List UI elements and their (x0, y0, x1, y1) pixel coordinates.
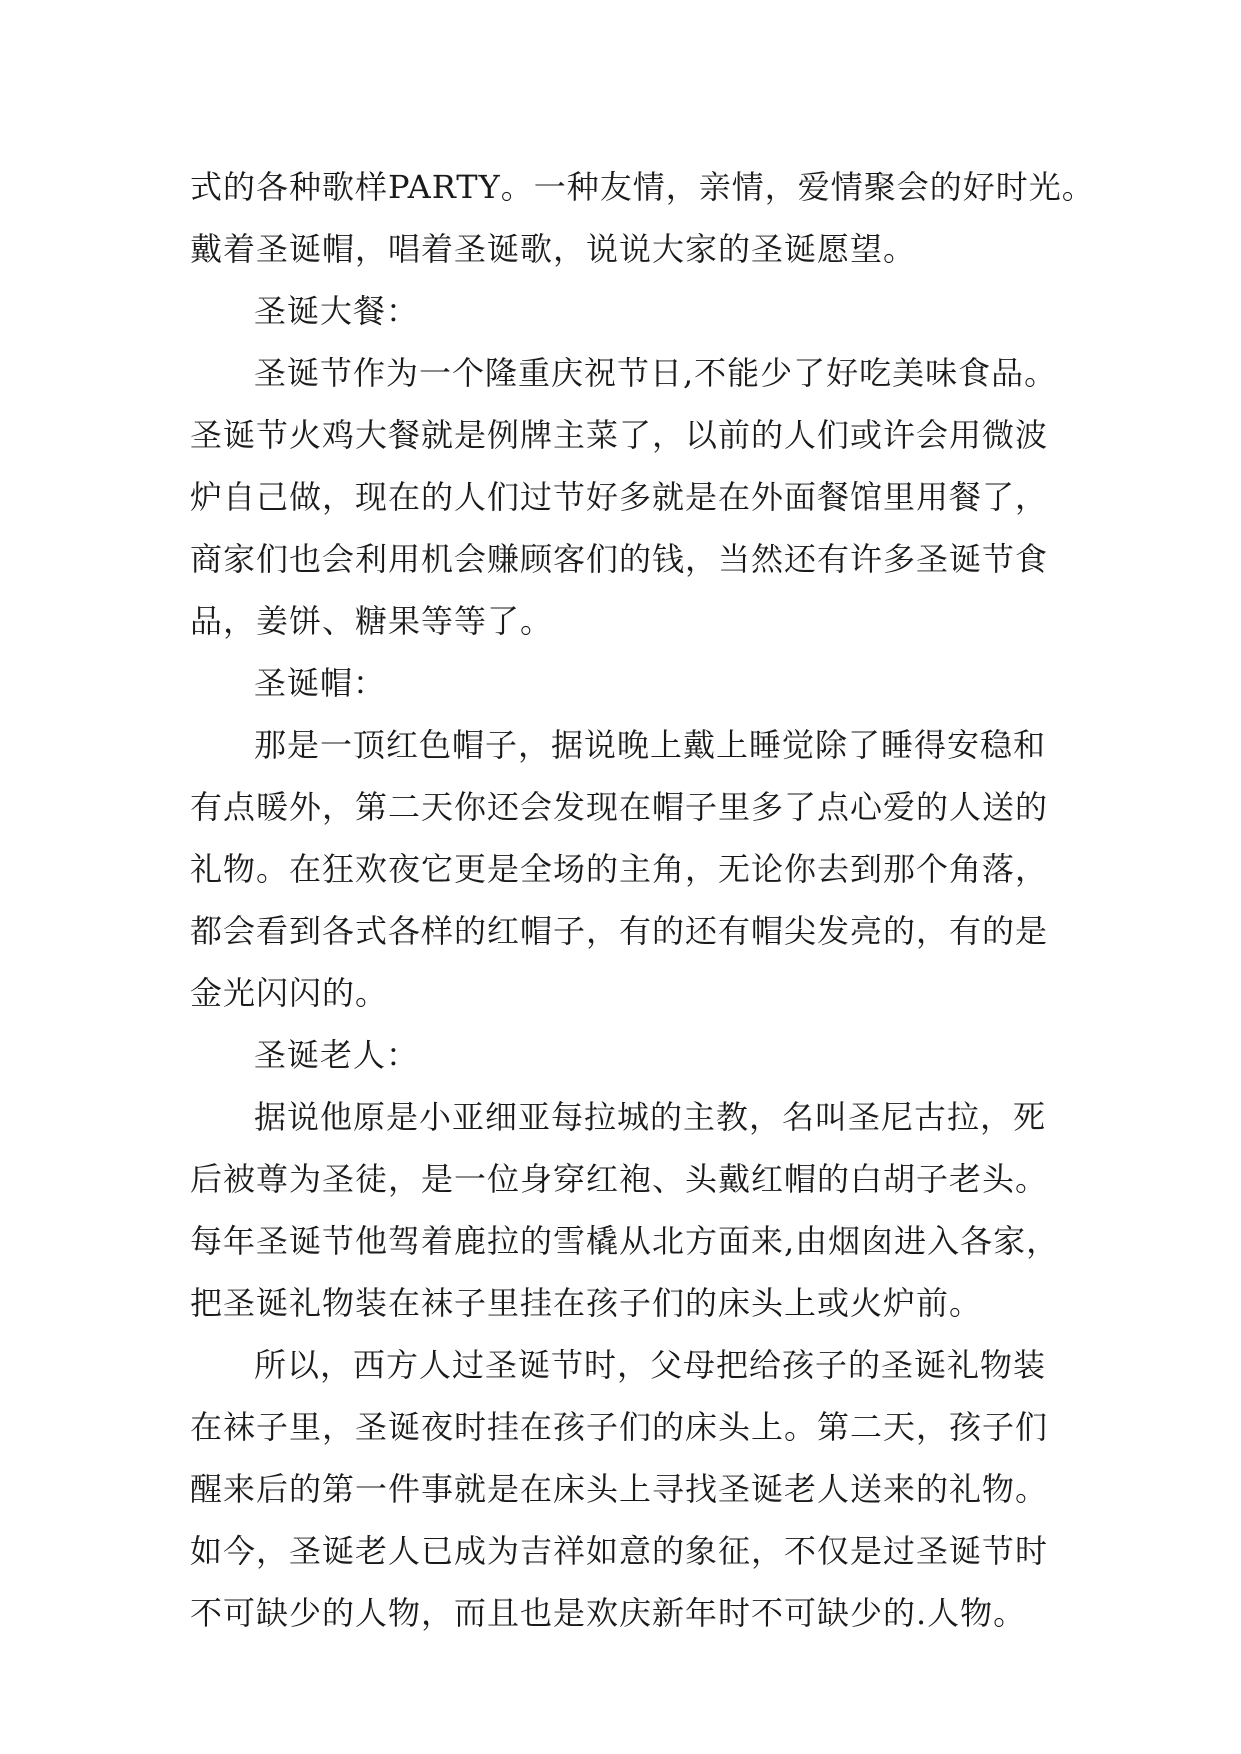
text-line: 戴着圣诞帽，唱着圣诞歌，说说大家的圣诞愿望。 (190, 230, 917, 268)
text-line: 炉自己做，现在的人们过节好多就是在外面餐馆里用餐了， (190, 478, 1049, 516)
text-line: 醒来后的第一件事就是在床头上寻找圣诞老人送来的礼物。 (190, 1470, 1049, 1508)
text-line: 圣诞帽： (254, 664, 387, 702)
text-line: 都会看到各式各样的红帽子，有的还有帽尖发亮的，有的是 (190, 912, 1049, 950)
text-line: 商家们也会利用机会赚顾客们的钱，当然还有许多圣诞节食 (190, 540, 1049, 578)
text-line: 有点暖外，第二天你还会发现在帽子里多了点心爱的人送的 (190, 788, 1049, 826)
text-line: 在袜子里，圣诞夜时挂在孩子们的床头上。第二天，孩子们 (190, 1408, 1049, 1446)
text-line: 圣诞大餐： (254, 292, 420, 330)
text-line: 那是一顶红色帽子，据说晚上戴上睡觉除了睡得安稳和 (254, 726, 1047, 764)
text-line: 品，姜饼、糖果等等了。 (190, 602, 554, 640)
text-line: 圣诞老人： (254, 1036, 420, 1074)
text-line: 圣诞节火鸡大餐就是例牌主菜了，以前的人们或许会用微波 (190, 416, 1049, 454)
text-line: 礼物。在狂欢夜它更是全场的主角，无论你去到那个角落， (190, 850, 1049, 888)
text-line: 后被尊为圣徒，是一位身穿红袍、头戴红帽的白胡子老头。 (190, 1160, 1049, 1198)
text-line: 据说他原是小亚细亚每拉城的主教，名叫圣尼古拉，死 (254, 1098, 1047, 1136)
text-line: 每年圣诞节他驾着鹿拉的雪橇从北方面来,由烟囱进入各家， (190, 1222, 1060, 1260)
text-line: 圣诞节作为一个隆重庆祝节日,不能少了好吃美味食品。 (254, 354, 1058, 392)
text-line: 把圣诞礼物装在袜子里挂在孩子们的床头上或火炉前。 (190, 1284, 983, 1322)
text-line: 如今，圣诞老人已成为吉祥如意的象征，不仅是过圣诞节时 (190, 1532, 1049, 1570)
text-line: 不可缺少的人物，而且也是欢庆新年时不可缺少的.人物。 (190, 1594, 1027, 1632)
document-body (190, 156, 1095, 1644)
text-line: 金光闪闪的。 (190, 974, 389, 1012)
text-line: 式的各种歌样PARTY。一种友情，亲情，爱情聚会的好时光。 (190, 168, 1095, 206)
text-line: 所以，西方人过圣诞节时，父母把给孩子的圣诞礼物装 (254, 1346, 1047, 1384)
